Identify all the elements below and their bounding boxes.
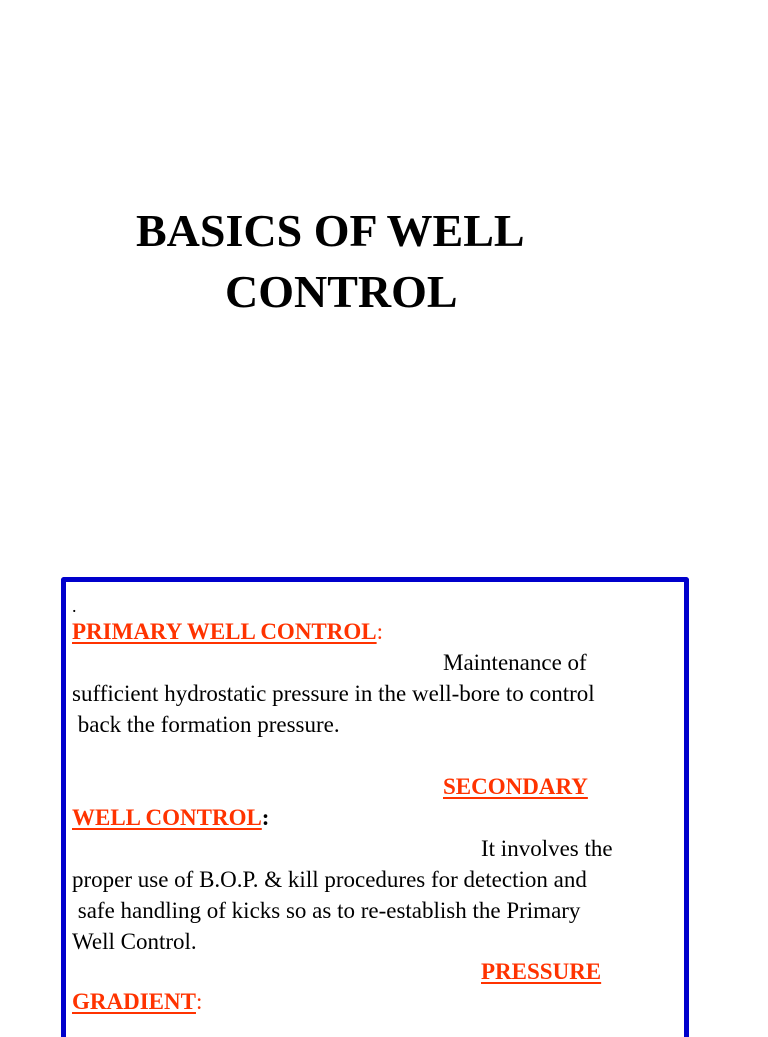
primary-text-line-3: back the formation pressure. <box>72 712 340 737</box>
secondary-text-line-2: proper use of B.O.P. & kill procedures for detection and <box>72 867 587 892</box>
secondary-heading-colon: : <box>261 805 270 830</box>
pressure-gradient-heading: GRADIENT <box>72 989 196 1014</box>
leading-dot: . <box>72 596 77 616</box>
primary-text-line-2: sufficient hydrostatic pressure in the well-bore to control <box>72 681 595 706</box>
secondary-well-control-heading: WELL CONTROL <box>72 805 262 830</box>
primary-heading-row <box>72 618 383 646</box>
primary-well-control-heading: PRIMARY WELL CONTROL <box>72 619 377 644</box>
document-title-line-1: BASICS OF WELL <box>136 205 525 256</box>
pressure-heading-row <box>72 988 202 1016</box>
pressure-heading-part-1: PRESSURE <box>481 959 602 984</box>
secondary-heading-part-1: SECONDARY <box>443 774 588 799</box>
secondary-text-line-3: safe handling of kicks so as to re-establish the Primary <box>72 898 581 923</box>
pressure-heading-colon: : <box>195 989 203 1014</box>
secondary-heading-row <box>72 804 269 832</box>
document-title-line-2: CONTROL <box>225 266 458 317</box>
secondary-text-line-1: It involves the <box>481 836 613 861</box>
secondary-text-line-4: Well Control. <box>72 929 197 954</box>
primary-heading-colon: : <box>376 619 384 644</box>
primary-text-line-1: Maintenance of <box>443 650 587 675</box>
